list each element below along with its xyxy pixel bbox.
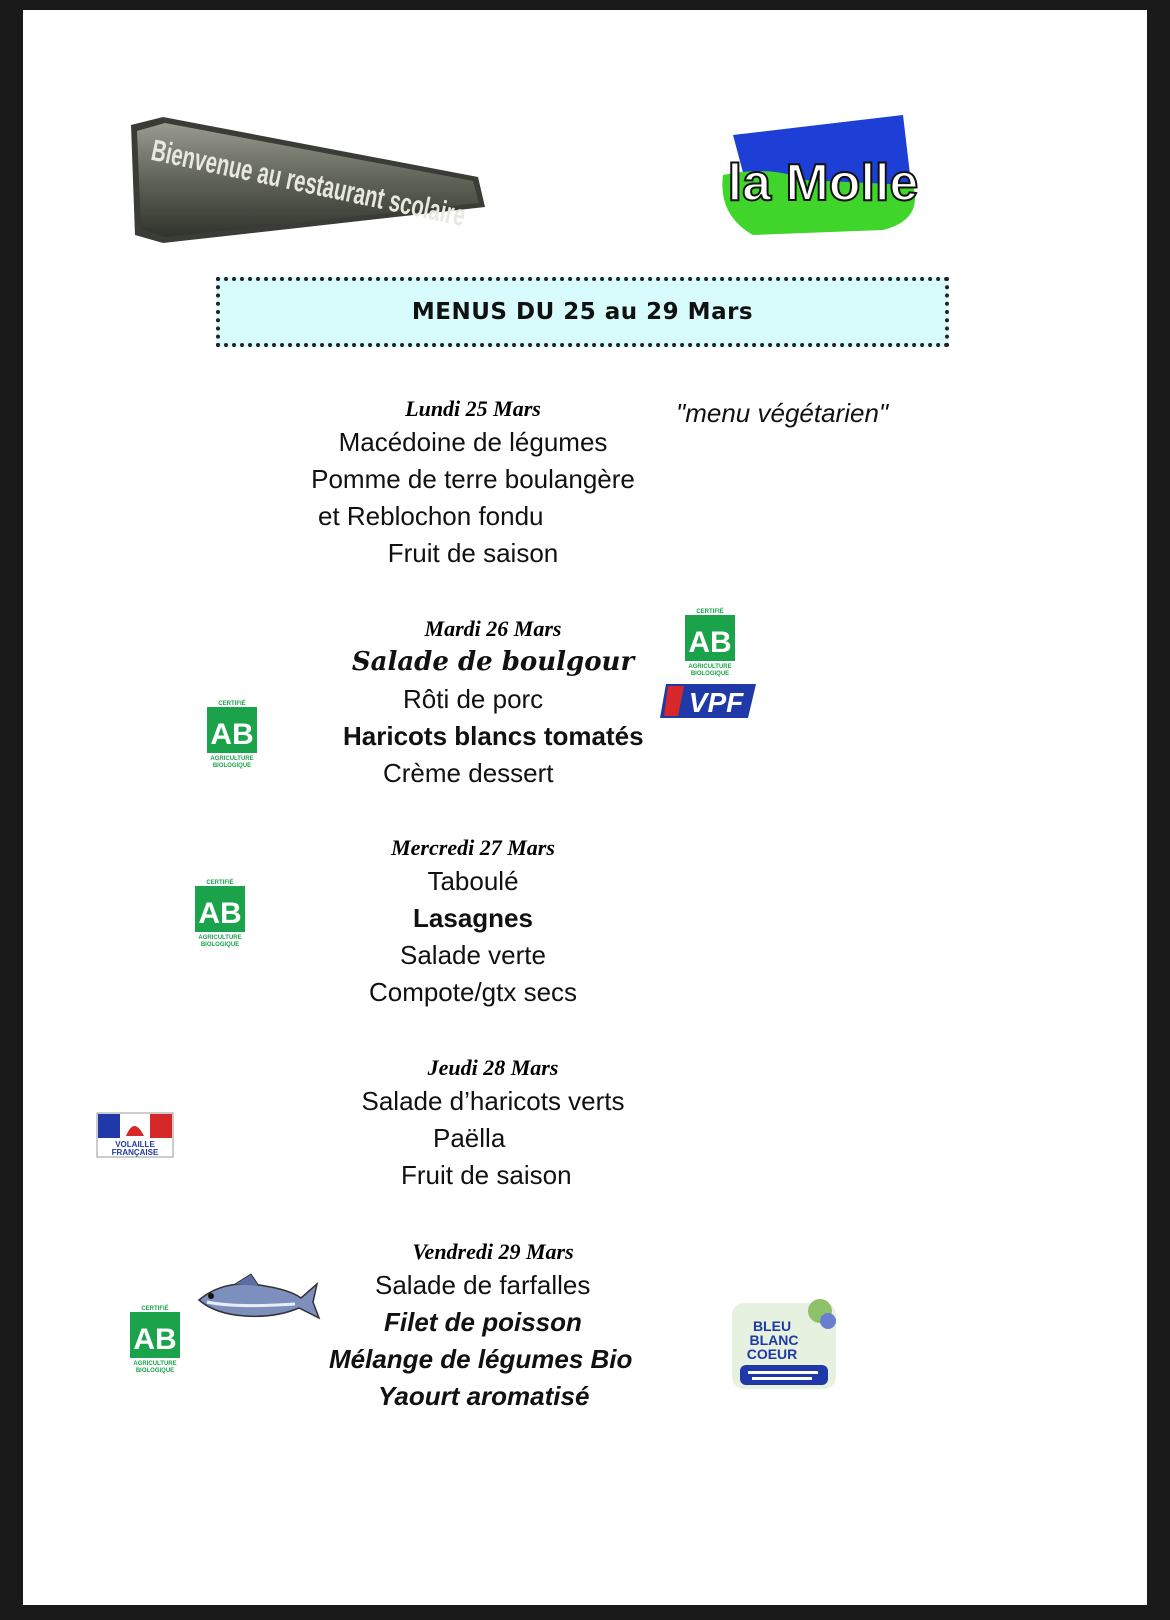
menu-item: Filet de poisson (384, 1307, 582, 1337)
svg-text:AGRICULTURE: AGRICULTURE (133, 1361, 177, 1367)
ab-organic-icon (126, 1303, 184, 1373)
day-title: Mercredi 27 Mars (391, 835, 555, 860)
svg-text:AGRICULTURE: AGRICULTURE (210, 756, 254, 762)
menu-item: Salade de farfalles (375, 1270, 591, 1300)
day-title: Vendredi 29 Mars (412, 1239, 574, 1264)
menu-item: Pomme de terre boulangère (311, 464, 635, 494)
svg-text:VPF: VPF (688, 687, 744, 718)
svg-text:CERTIFIÉ: CERTIFIÉ (218, 701, 246, 707)
svg-text:CERTIFIÉ: CERTIFIÉ (141, 1306, 169, 1312)
svg-text:FRANÇAISE: FRANÇAISE (111, 1148, 159, 1157)
svg-text:AGRICULTURE: AGRICULTURE (688, 664, 732, 670)
svg-text:BIOLOGIQUE: BIOLOGIQUE (690, 671, 730, 677)
day-friday (283, 1237, 703, 1415)
svg-text:AGRICULTURE: AGRICULTURE (198, 935, 242, 941)
svg-text:AB: AB (198, 897, 242, 930)
menu-item: Fruit de saison (387, 538, 559, 568)
svg-text:AB: AB (133, 1323, 177, 1356)
ab-organic-icon (191, 877, 249, 947)
day-monday (263, 394, 683, 572)
svg-text:BIOLOGIQUE: BIOLOGIQUE (212, 763, 252, 769)
menu-item: Yaourt aromatisé (378, 1381, 590, 1411)
svg-text:CERTIFIÉ: CERTIFIÉ (696, 609, 724, 615)
day-tuesday (283, 614, 703, 792)
menu-item: Mélange de légumes Bio (329, 1344, 633, 1374)
menu-item: Salade de boulgour (351, 647, 635, 677)
svg-text:BIOLOGIQUE: BIOLOGIQUE (200, 942, 240, 948)
vegetarian-note: "menu végétarien" (676, 398, 889, 428)
menu-item: Fruit de saison (401, 1160, 572, 1190)
vpf-pork-icon (660, 682, 758, 720)
menu-item: Paëlla (433, 1123, 506, 1153)
menu-item: et Reblochon fondu (318, 501, 544, 531)
volaille-francaise-icon (96, 1112, 174, 1158)
day-title: Jeudi 28 Mars (427, 1055, 559, 1080)
school-logo (713, 105, 938, 245)
day-title: Lundi 25 Mars (405, 396, 541, 421)
menu-title: MENUS DU 25 au 29 Mars (411, 299, 754, 325)
svg-text:BLEU: BLEU (752, 1318, 792, 1334)
day-thursday (283, 1053, 703, 1194)
ab-organic-icon (203, 698, 261, 768)
school-logo-text: la Molle (727, 154, 919, 212)
ab-organic-icon (681, 606, 739, 676)
menu-page (23, 10, 1147, 1605)
menu-item: Salade verte (400, 940, 546, 970)
svg-text:COEUR: COEUR (746, 1346, 798, 1362)
bleu-blanc-coeur-icon (728, 1295, 840, 1393)
menu-item: Crème dessert (383, 758, 554, 788)
menu-title-box (216, 277, 949, 347)
menu-item: Macédoine de légumes (338, 427, 608, 457)
svg-text:BLANC: BLANC (749, 1332, 799, 1348)
day-title: Mardi 26 Mars (424, 616, 562, 641)
fish-icon (195, 1272, 321, 1324)
menu-item: Taboulé (427, 866, 519, 896)
svg-text:AB: AB (688, 626, 732, 659)
svg-text:CERTIFIÉ: CERTIFIÉ (206, 880, 234, 886)
menu-item: Lasagnes (413, 903, 533, 933)
menu-item: Rôti de porc (403, 684, 544, 714)
svg-text:VOLAILLE: VOLAILLE (115, 1140, 155, 1149)
welcome-banner (123, 115, 617, 265)
menu-item: Compote/gtx secs (368, 977, 578, 1007)
svg-text:BIOLOGIQUE: BIOLOGIQUE (135, 1368, 175, 1374)
welcome-banner-text: Bienvenue au restaurant scolaire (148, 134, 617, 265)
menu-item: Haricots blancs tomatés (343, 721, 644, 751)
day-wednesday (263, 833, 683, 1011)
menu-item: Salade d’haricots verts (361, 1086, 625, 1116)
svg-text:AB: AB (210, 718, 254, 751)
